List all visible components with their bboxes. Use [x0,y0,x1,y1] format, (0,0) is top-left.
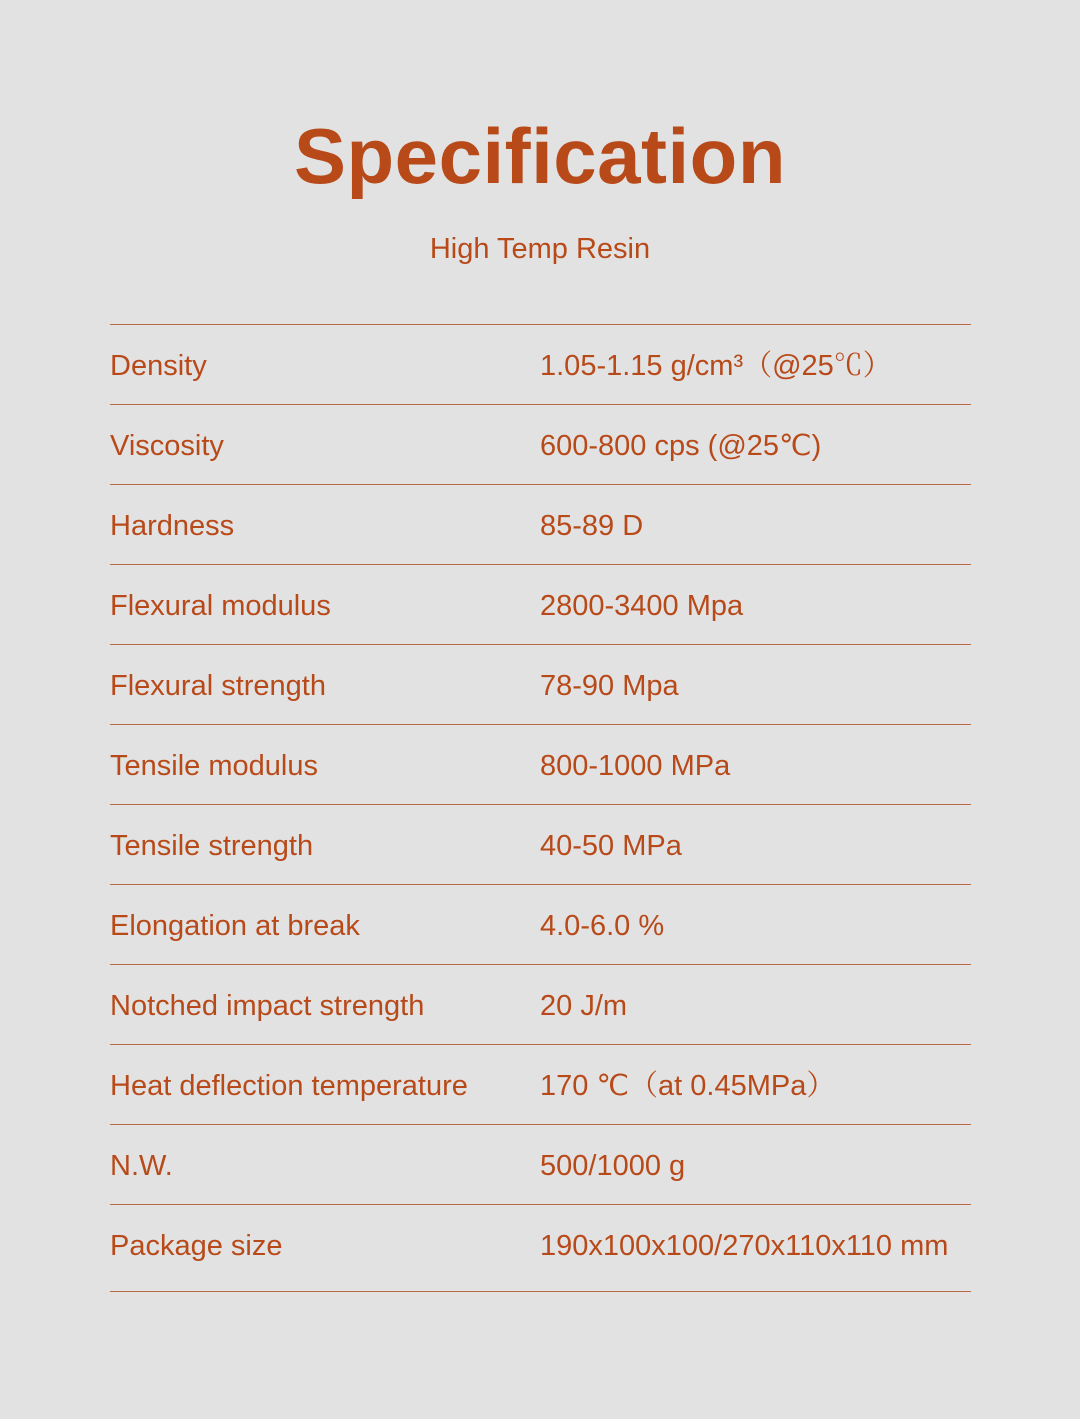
spec-row-flexural-modulus [110,565,971,645]
spec-value: 40-50 MPa [540,830,682,862]
spec-value: 170 ℃（at 0.45MPa） [540,1070,836,1102]
spec-label: Viscosity [110,430,224,462]
spec-value: 85-89 D [540,510,644,542]
spec-row-tensile-strength [110,805,971,885]
spec-label: Flexural modulus [110,590,331,622]
spec-value: 600-800 cps (@25℃) [540,430,822,462]
spec-label: Elongation at break [110,910,360,942]
spec-label: Notched impact strength [110,990,425,1022]
spec-row-viscosity [110,405,971,485]
spec-value: 20 J/m [540,990,628,1022]
spec-row-density [110,325,971,405]
spec-value: 500/1000 g [540,1150,686,1182]
page-subtitle: High Temp Resin [429,233,651,265]
spec-row-package-size [110,1205,971,1292]
spec-value: 4.0-6.0 % [540,910,665,942]
spec-row-heat-deflection-temperature [110,1045,971,1125]
spec-row-notched-impact-strength [110,965,971,1045]
spec-table [110,324,971,1292]
spec-label: Flexural strength [110,670,326,702]
spec-label: N.W. [110,1150,173,1182]
spec-value: 78-90 Mpa [540,670,679,702]
spec-label: Tensile strength [110,830,314,862]
spec-value: 800-1000 MPa [540,750,731,782]
spec-value: 2800-3400 Mpa [540,590,744,622]
spec-label: Density [110,350,207,382]
spec-value: 1.05-1.15 g/cm³（@25℃） [540,350,892,382]
spec-row-hardness [110,485,971,565]
spec-label: Heat deflection temperature [110,1070,468,1102]
spec-row-flexural-strength [110,645,971,725]
spec-row-net-weight [110,1125,971,1205]
page-title: Specification [294,112,786,200]
spec-label: Hardness [110,510,235,542]
spec-value: 190x100x100/270x110x110 mm [540,1230,949,1262]
spec-row-tensile-modulus [110,725,971,805]
spec-row-elongation-at-break [110,885,971,965]
spec-label: Package size [110,1230,283,1262]
spec-label: Tensile modulus [110,750,318,782]
